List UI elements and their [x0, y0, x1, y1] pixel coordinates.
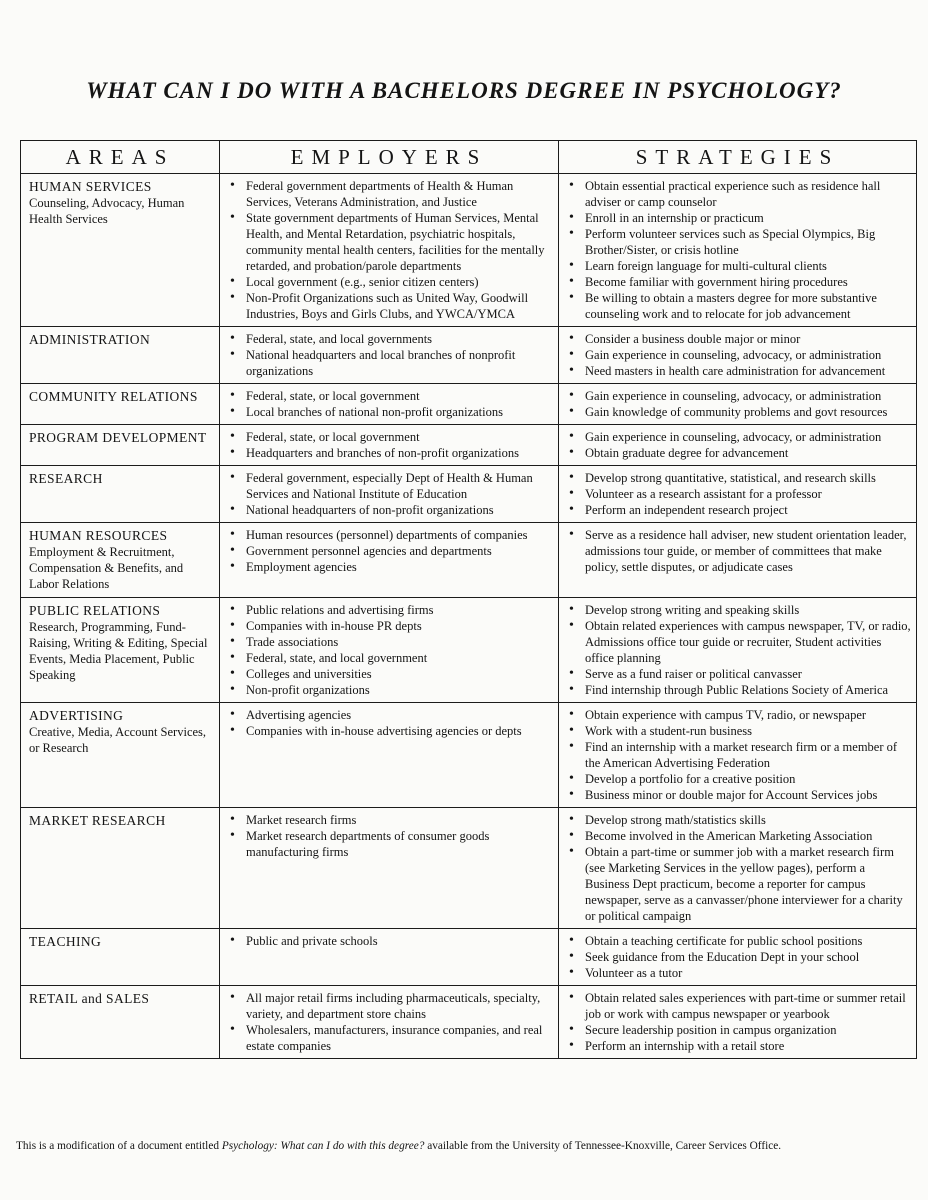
area-subtitle: Employment & Recruitment, Compensation & Benefits, and Labor Relations: [29, 545, 184, 591]
strategy-item: • Become involved in the American Marketing Association: [569, 828, 911, 844]
strategy-item: • Gain experience in counseling, advocacy, or administration: [569, 347, 911, 363]
employers-list: [230, 429, 553, 461]
footnote: [16, 1140, 926, 1152]
employers-list: [230, 812, 553, 860]
strategies-cell: [559, 425, 917, 466]
strategy-item: • Gain knowledge of community problems and govt resources: [569, 404, 911, 420]
employer-item: • National headquarters and local branches of nonprofit organizations: [230, 347, 553, 379]
strategy-item: • Perform an independent research project: [569, 502, 911, 518]
page-title: WHAT CAN I DO WITH A BACHELORS DEGREE IN PSYCHOLOGY?: [86, 78, 842, 103]
employers-cell: [220, 808, 559, 929]
strategy-item: • Develop strong quantitative, statistical, and research skills: [569, 470, 911, 486]
strategy-item: • Consider a business double major or minor: [569, 331, 911, 347]
strategy-item: • Obtain graduate degree for advancement: [569, 445, 911, 461]
area-cell: [21, 929, 220, 986]
employers-list: [230, 331, 553, 379]
strategy-item: • Business minor or double major for Account Services jobs: [569, 787, 911, 803]
area-cell: [21, 986, 220, 1059]
employers-cell: [220, 466, 559, 523]
strategy-item: • Obtain a part-time or summer job with a market research firm (see Marketing Services in the yellow pages), perform a Business Dept practicum, become a reporter for campus newspaper, serve as a canvasser/phone interviewer for a charity or political campaign: [569, 844, 911, 924]
area-name: PUBLIC RELATIONS: [29, 603, 161, 618]
strategy-item: • Volunteer as a research assistant for a professor: [569, 486, 911, 502]
employers-cell: [220, 174, 559, 327]
area-cell: [21, 598, 220, 703]
strategy-item: • Seek guidance from the Education Dept in your school: [569, 949, 911, 965]
table-row: [21, 174, 917, 327]
employers-list: [230, 707, 553, 739]
strategies-list: [569, 178, 911, 322]
header-row: [21, 141, 917, 174]
area-name: MARKET RESEARCH: [29, 813, 166, 828]
area-name: COMMUNITY RELATIONS: [29, 389, 198, 404]
employer-item: • Companies with in-house advertising agencies or depts: [230, 723, 553, 739]
employers-cell: [220, 929, 559, 986]
strategies-list: [569, 990, 911, 1054]
footnote-lead: This is a modification of a document entitled: [16, 1140, 222, 1152]
area-cell: [21, 174, 220, 327]
strategies-list: [569, 707, 911, 803]
area-cell: [21, 425, 220, 466]
employers-cell: [220, 523, 559, 598]
area-cell: [21, 384, 220, 425]
employer-item: • Public and private schools: [230, 933, 553, 949]
employer-item: • Human resources (personnel) departments of companies: [230, 527, 553, 543]
area-name: HUMAN SERVICES: [29, 179, 152, 194]
employer-item: • Employment agencies: [230, 559, 553, 575]
strategy-item: • Gain experience in counseling, advocacy, or administration: [569, 429, 911, 445]
strategies-cell: [559, 986, 917, 1059]
table-row: [21, 808, 917, 929]
table-row: [21, 327, 917, 384]
area-cell: [21, 327, 220, 384]
table-body: [21, 174, 917, 1059]
strategy-item: • Serve as a fund raiser or political canvasser: [569, 666, 911, 682]
strategy-item: • Obtain a teaching certificate for public school positions: [569, 933, 911, 949]
employer-item: • National headquarters of non-profit organizations: [230, 502, 553, 518]
table-row: [21, 384, 917, 425]
header-strategies: STRATEGIES: [559, 141, 917, 174]
strategy-item: • Be willing to obtain a masters degree for more substantive counseling work and to relocate for job advancement: [569, 290, 911, 322]
table-row: [21, 598, 917, 703]
area-cell: [21, 523, 220, 598]
footnote-source: available from the University of Tennessee-Knoxville, Career Services Office.: [424, 1140, 782, 1152]
strategies-cell: [559, 808, 917, 929]
footnote-document-title: Psychology: What can I do with this degree?: [221, 1140, 425, 1152]
table-row: [21, 929, 917, 986]
employers-list: [230, 470, 553, 518]
area-subtitle: Counseling, Advocacy, Human Health Services: [29, 196, 185, 226]
area-subtitle: Research, Programming, Fund-Raising, Writing & Editing, Special Events, Media Placement, Public Speaking: [29, 620, 208, 682]
employers-list: [230, 933, 553, 949]
employer-item: • Companies with in-house PR depts: [230, 618, 553, 634]
employer-item: • Non-Profit Organizations such as United Way, Goodwill Industries, Boys and Girls Clubs, and YWCA/YMCA: [230, 290, 553, 322]
area-cell: [21, 466, 220, 523]
strategies-cell: [559, 174, 917, 327]
employer-item: • Federal, state, and local governments: [230, 331, 553, 347]
employer-item: • Market research firms: [230, 812, 553, 828]
strategies-list: [569, 933, 911, 981]
employer-item: • Colleges and universities: [230, 666, 553, 682]
strategies-cell: [559, 598, 917, 703]
strategies-list: [569, 602, 911, 698]
employers-list: [230, 602, 553, 698]
employers-cell: [220, 327, 559, 384]
area-name: RESEARCH: [29, 471, 103, 486]
strategy-item: • Perform volunteer services such as Special Olympics, Big Brother/Sister, or crisis hotline: [569, 226, 911, 258]
area-name: RETAIL and SALES: [29, 991, 150, 1006]
employer-item: • Local government (e.g., senior citizen centers): [230, 274, 553, 290]
employers-cell: [220, 425, 559, 466]
strategy-item: • Work with a student-run business: [569, 723, 911, 739]
strategy-item: • Gain experience in counseling, advocacy, or administration: [569, 388, 911, 404]
employer-item: • Federal, state, or local government: [230, 429, 553, 445]
strategies-cell: [559, 466, 917, 523]
area-name: PROGRAM DEVELOPMENT: [29, 430, 207, 445]
strategy-item: • Need masters in health care administration for advancement: [569, 363, 911, 379]
header-employers: EMPLOYERS: [220, 141, 559, 174]
strategies-list: [569, 470, 911, 518]
strategy-item: • Find internship through Public Relations Society of America: [569, 682, 911, 698]
strategies-list: [569, 429, 911, 461]
strategies-list: [569, 527, 911, 575]
employer-item: • Public relations and advertising firms: [230, 602, 553, 618]
strategy-item: • Obtain related sales experiences with part-time or summer retail job or work with campus newspaper or yearbook: [569, 990, 911, 1022]
strategy-item: • Find an internship with a market research firm or a member of the American Advertising Federation: [569, 739, 911, 771]
employers-list: [230, 178, 553, 322]
career-table: [20, 140, 917, 1059]
strategy-item: • Enroll in an internship or practicum: [569, 210, 911, 226]
employer-item: • Wholesalers, manufacturers, insurance companies, and real estate companies: [230, 1022, 553, 1054]
employers-list: [230, 527, 553, 575]
area-cell: [21, 703, 220, 808]
strategies-list: [569, 812, 911, 924]
employer-item: • Market research departments of consumer goods manufacturing firms: [230, 828, 553, 860]
strategies-list: [569, 331, 911, 379]
employers-cell: [220, 598, 559, 703]
table-row: [21, 466, 917, 523]
employers-cell: [220, 703, 559, 808]
employers-cell: [220, 384, 559, 425]
strategies-cell: [559, 327, 917, 384]
employer-item: • State government departments of Human Services, Mental Health, and Mental Retardation, psychiatric hospitals, community mental health centers, facilities for the mentally retarded, and probation/parole departments: [230, 210, 553, 274]
employer-item: • Federal government, especially Dept of Health & Human Services and National Institute of Education: [230, 470, 553, 502]
strategy-item: • Become familiar with government hiring procedures: [569, 274, 911, 290]
employers-list: [230, 388, 553, 420]
strategies-list: [569, 388, 911, 420]
employer-item: • Local branches of national non-profit organizations: [230, 404, 553, 420]
employer-item: • Headquarters and branches of non-profit organizations: [230, 445, 553, 461]
area-cell: [21, 808, 220, 929]
strategy-item: • Obtain experience with campus TV, radio, or newspaper: [569, 707, 911, 723]
strategy-item: • Secure leadership position in campus organization: [569, 1022, 911, 1038]
area-name: HUMAN RESOURCES: [29, 528, 168, 543]
area-name: ADVERTISING: [29, 708, 124, 723]
strategy-item: • Obtain related experiences with campus newspaper, TV, or radio, Admissions office tour guide or recruiter, Student activities office planning: [569, 618, 911, 666]
employer-item: • Federal, state, or local government: [230, 388, 553, 404]
employer-item: • Federal government departments of Health & Human Services, Veterans Administration, and Justice: [230, 178, 553, 210]
strategy-item: • Serve as a residence hall adviser, new student orientation leader, admissions tour guide, or member of committees that make policy, settle disputes, or adjudicate cases: [569, 527, 911, 575]
table-row: [21, 425, 917, 466]
area-name: ADMINISTRATION: [29, 332, 151, 347]
strategies-cell: [559, 929, 917, 986]
employer-item: • Federal, state, and local government: [230, 650, 553, 666]
employer-item: • Trade associations: [230, 634, 553, 650]
area-name: TEACHING: [29, 934, 102, 949]
strategy-item: • Volunteer as a tutor: [569, 965, 911, 981]
table-row: [21, 523, 917, 598]
strategy-item: • Perform an internship with a retail store: [569, 1038, 911, 1054]
strategy-item: • Develop strong math/statistics skills: [569, 812, 911, 828]
employers-list: [230, 990, 553, 1054]
strategies-cell: [559, 523, 917, 598]
strategy-item: • Develop strong writing and speaking skills: [569, 602, 911, 618]
employer-item: • Advertising agencies: [230, 707, 553, 723]
strategy-item: • Learn foreign language for multi-cultural clients: [569, 258, 911, 274]
table-row: [21, 703, 917, 808]
area-subtitle: Creative, Media, Account Services, or Research: [29, 725, 207, 755]
table-row: [21, 986, 917, 1059]
employers-cell: [220, 986, 559, 1059]
strategy-item: • Develop a portfolio for a creative position: [569, 771, 911, 787]
employer-item: • Government personnel agencies and departments: [230, 543, 553, 559]
strategies-cell: [559, 384, 917, 425]
header-areas: AREAS: [21, 141, 220, 174]
strategy-item: • Obtain essential practical experience such as residence hall adviser or camp counselor: [569, 178, 911, 210]
employer-item: • Non-profit organizations: [230, 682, 553, 698]
employer-item: • All major retail firms including pharmaceuticals, specialty, variety, and department store chains: [230, 990, 553, 1022]
strategies-cell: [559, 703, 917, 808]
